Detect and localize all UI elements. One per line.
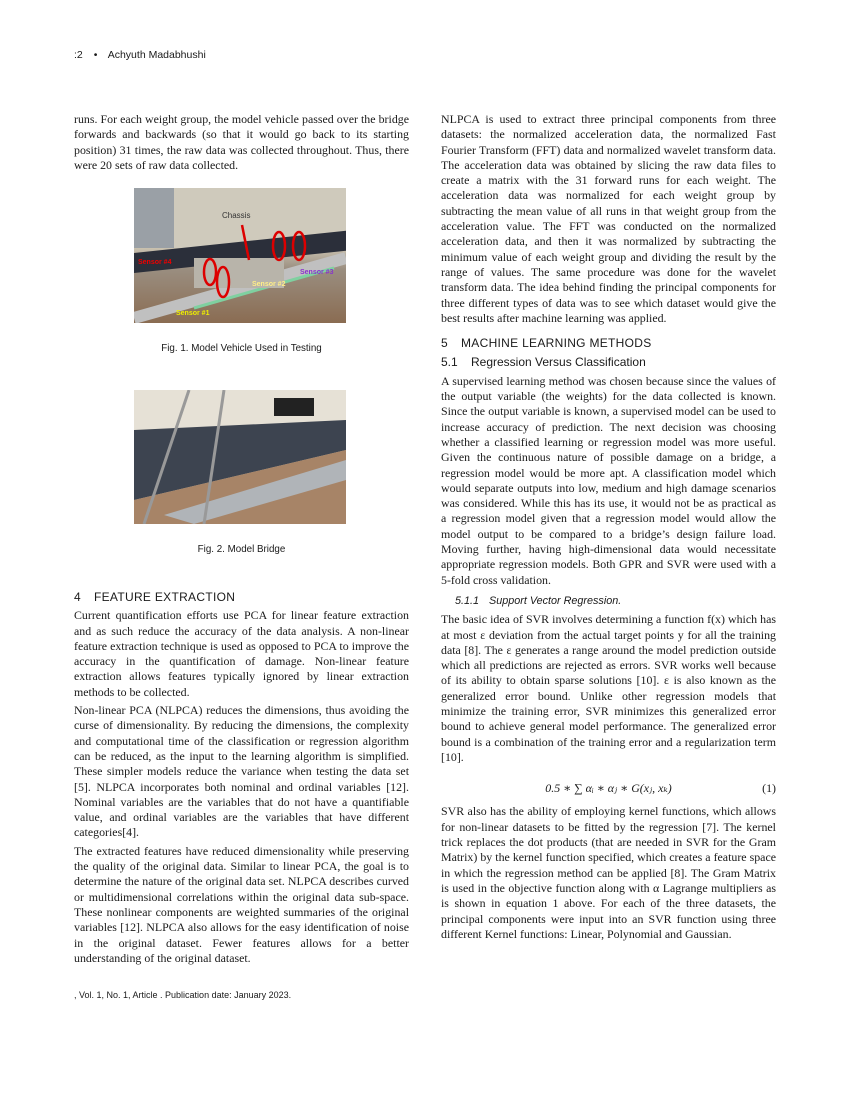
subsection-heading xyxy=(441,355,776,370)
header-author: Achyuth Madabhushi xyxy=(107,49,206,61)
section-4 xyxy=(74,590,409,969)
footer: , Vol. 1, No. 1, Article . Publication date: January 2023. xyxy=(74,990,292,1000)
subsubsection-title: Support Vector Regression. xyxy=(489,594,622,607)
label-chassis: Chassis xyxy=(222,211,251,220)
paragraph: Current quantification efforts use PCA for linear feature extraction and as such reduce the accuracy of the data analysis. A non-linear feature extraction technique is used as opposed to PCA to improve the accuracy in the quantification of damage. Non-linear feature extraction allows features typically ignored by linear extraction methods to be collected. xyxy=(74,608,409,699)
figure-model-bridge xyxy=(134,390,346,524)
label-sensor2: Sensor #2 xyxy=(252,281,286,288)
equation-number: (1) xyxy=(762,781,776,796)
paragraph: A supervised learning method was chosen because since the values of the output variable (the weights) for the data collected is known. Since the output variable is known, a supervised model can be used to increase accuracy of prediction. The next decision was choosing whether a classified learning or regression model was more useful. Given the continuous nature of possible damage on a bridge, a regression model would be more apt. A classification model which would separate outputs into low, medium and high damage scenarios was considered. While this has its use, it would not be as practical as a regression model given that a regression model would allow the model output to be compared to a bridge’s design failure load. Moving further, having high-dimensional data would necessitate appropriate regression models. Both GPR and SVR were used with a 5-fold cross validation. xyxy=(441,373,776,587)
paragraph: The extracted features have reduced dimensionality while preserving the quality of the original data. Similar to linear PCA, the goal is to determine the nature of the original data set. NLPCA describes curved or multidimensional correlations within the original data sub-space. These nonlinear components are weighted summaries of the original variables [12]. NLPCA also allows for the easy identification of noise in the original dataset. Fewer features allows for a better understanding of the original dataset. xyxy=(74,843,409,965)
subsection-title: Regression Versus Classification xyxy=(471,355,646,370)
subsubsection-heading xyxy=(441,594,776,609)
figure-caption-2: Fig. 2. Model Bridge xyxy=(197,544,286,555)
section-heading xyxy=(74,590,409,605)
equation-1 xyxy=(441,781,776,796)
bridge-photo xyxy=(134,390,346,524)
label-sensor1: Sensor #1 xyxy=(176,310,210,317)
paragraph: SVR also has the ability of employing kernel functions, which allows for non-linear datasets to be fitted by the regression [7]. The kernel trick replaces the dot products (that are needed in SVR for the Gram Matrix) by the kernel function specified, which creates a feature space in which the regression method can be applied [8]. The Gram Matrix is used in the objective function along with α Lagrange multipliers as is shown in equation 1 above. For each of the three datasets, the principal components were input into an SVR function using three different Kernel functions: Linear, Polynomial and Gaussian. xyxy=(441,804,776,941)
figure-caption-1: Fig. 1. Model Vehicle Used in Testing xyxy=(161,343,322,354)
running-header xyxy=(74,48,214,63)
subsection-number: 5.1 xyxy=(441,355,458,370)
label-sensor3: Sensor #3 xyxy=(300,269,334,276)
section-title: MACHINE LEARNING METHODS xyxy=(461,336,652,351)
subsubsection-number: 5.1.1 xyxy=(455,594,480,607)
right-column xyxy=(441,112,776,945)
section-title: FEATURE EXTRACTION xyxy=(94,590,236,604)
page-number: :2 xyxy=(74,49,83,61)
section-number: 5 xyxy=(441,336,448,351)
paragraph: NLPCA is used to extract three principal components from three datasets: the normalized acceleration data, the normalized Fast Fourier Transform (FFT) data and normalized wavelet transform data. The acceleration data was obtained by slicing the raw data files to create a matrix with the 31 forward runs for each weight. The acceleration data was normalized for each weight group by subtracting the mean value of all runs in that weight group from the acceleration value. The FFT was conducted on the normalized acceleration data, and then it was normalized by subtracting the minimum value of each weight group and dividing the result by the range of values. The same procedure was done for the wavelet transform data. The idea behind finding the principal components for three different types of data was to see which dataset would give the best results after machine learning was applied. xyxy=(441,112,776,325)
paragraph: Non-linear PCA (NLPCA) reduces the dimensions, thus avoiding the curse of dimensionality. By reducing the dimensions, the complexity and computational time of the classification or regression algorithm can be reduced, as the input to the learning algorithm is simplified. These simpler models reduce the variance when testing the data set [5]. NLPCA incorporates both nominal and ordinal variables [12]. Nominal variables are the variables that do not have a quantifiable value, and ordinal variables are the variables that have different categories[4]. xyxy=(74,703,409,840)
vehicle-photo xyxy=(134,188,346,323)
left-column-top xyxy=(74,112,409,176)
section-number: 4 xyxy=(74,590,81,604)
label-sensor4: Sensor #4 xyxy=(138,259,172,266)
section-heading xyxy=(441,336,776,351)
header-bullet: • xyxy=(93,49,98,61)
figure-model-vehicle xyxy=(134,188,346,323)
equation-text: 0.5 ∗ ∑ αᵢ ∗ αⱼ ∗ G(xⱼ, xₖ) xyxy=(545,781,672,796)
paragraph: The basic idea of SVR involves determining a function f(x) which has at most ε deviation from the actual target points y for all the training data [8]. The ε generates a range around the model prediction outside which all predictions are rejected as errors. SVR works well because of its ability to obtain sparse solutions [10]. ε is also known as the generalized error bound. Unlike other regression models that minimize the training error, SVR minimizes this generalized error bound to achieve general model performance. The generalized error bound is a combination of the training error and a regularization term [10]. xyxy=(441,612,776,764)
paragraph: runs. For each weight group, the model vehicle passed over the bridge forwards and backwards (so that it would go back to its starting position) 31 times, the raw data was collected throughout. Thus, there were 20 sets of raw data collected. xyxy=(74,112,409,172)
